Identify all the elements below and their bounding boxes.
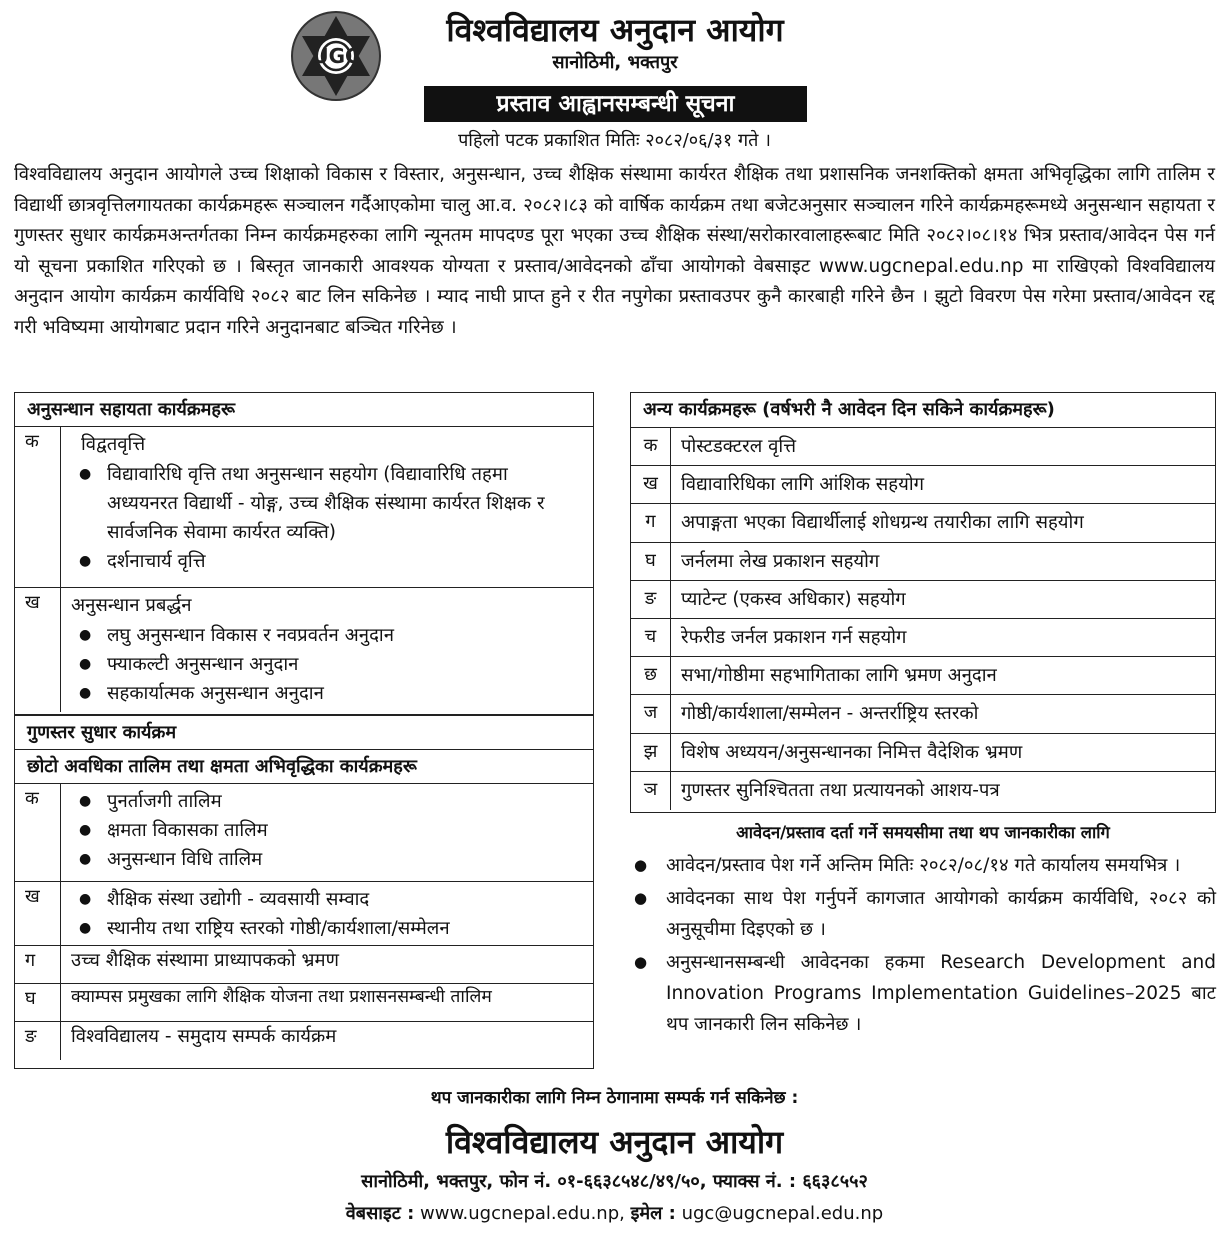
list-item: ● दर्शनाचार्य वृत्ति (79, 551, 206, 572)
row-text: विद्यावारिधिका लागि आंशिक सहयोग (681, 474, 925, 496)
list-item: ● पुनर्ताजगी तालिम (79, 791, 222, 812)
list-item: ● अनुसन्धानसम्बन्धी आवेदनका हकमा Research Development and Innovation Programs Implementation Guidelines–2025 बाट थप जानकारी लिन सकिनेछ । (634, 952, 1216, 1035)
table-row (631, 619, 1215, 657)
quality-row-text: क्याम्पस प्रमुखका लागि शैक्षिक योजना तथा प्रशासनसम्बन्धी तालिम (71, 987, 492, 1007)
footer-contact (14, 1203, 1215, 1226)
quality-subheading: छोटो अवधिका तालिम तथा क्षमता अभिवृद्धिका कार्यक्रमहरू (15, 750, 593, 784)
org-title: विश्वविद्यालय अनुदान आयोग (446, 11, 784, 49)
website-label: वेबसाइट : (345, 1203, 415, 1224)
row-text: प्याटेन्ट (एकस्व अधिकार) सहयोग (681, 588, 906, 610)
row-text: गुणस्तर सुनिश्चितता तथा प्रत्यायनको आशय-पत्र (681, 780, 1000, 802)
deadline-list (630, 850, 1216, 1042)
row-text: सभा/गोष्ठीमा सहभागिताका लागि भ्रमण अनुदान (681, 665, 997, 687)
ugc-emblem-icon (290, 10, 382, 102)
quality-heading: गुणस्तर सुधार कार्यक्रम (15, 716, 593, 750)
quality-row (15, 984, 593, 1022)
table-row (631, 695, 1215, 733)
row-key: ज (631, 695, 671, 732)
list-item: ● स्थानीय तथा राष्ट्रिय स्तरको गोष्ठी/कार्यशाला/सम्मेलन (79, 918, 450, 939)
quality-row-text: विश्वविद्यालय - समुदाय सम्पर्क कार्यक्रम (71, 1026, 337, 1047)
quality-row (15, 946, 593, 984)
row-key: झ (631, 734, 671, 771)
research-row (15, 588, 593, 712)
table-row (631, 543, 1215, 581)
email-label: इमेल : (630, 1203, 676, 1224)
row-key: ग (15, 946, 61, 983)
row-key: छ (631, 657, 671, 694)
row-key: ङ (15, 1022, 61, 1060)
row-text: जर्नलमा लेख प्रकाशन सहयोग (681, 550, 880, 572)
quality-programs-box (14, 715, 594, 1069)
published-date: पहिलो पटक प्रकाशित मितिः २०८२/०६/३१ गते । (458, 130, 771, 151)
list-item: ● अनुसन्धान विधि तालिम (79, 849, 263, 870)
row-key: ख (15, 882, 61, 945)
table-row (631, 466, 1215, 504)
logo-letters: UGC (312, 44, 360, 68)
quality-row (15, 1022, 593, 1060)
research-programs-box (14, 392, 594, 715)
row-key: ख (631, 466, 671, 503)
research-row-title: अनुसन्धान प्रबर्द्धन (71, 595, 192, 616)
notice-title: प्रस्ताव आह्वानसम्बन्धी सूचना (424, 86, 807, 122)
email-link[interactable]: ugc@ugcnepal.edu.np (681, 1203, 884, 1224)
row-key: ख (15, 588, 61, 712)
row-text: अपाङ्गता भएका विद्यार्थीलाई शोधग्रन्थ तयारीका लागि सहयोग (681, 512, 1084, 534)
contact-line: थप जानकारीका लागि निम्न ठेगानामा सम्पर्क गर्न सकिनेछ : (430, 1088, 799, 1108)
row-text: पोस्टडक्टरल वृत्ति (681, 436, 796, 458)
table-row (631, 657, 1215, 695)
table-row (631, 772, 1215, 810)
quality-row (15, 882, 593, 946)
list-item: ● आवेदन/प्रस्ताव पेश गर्ने अन्तिम मितिः २०८२/०८/१४ गते कार्यालय समयभित्र । (634, 855, 1181, 876)
table-row (631, 734, 1215, 772)
row-key: क (631, 428, 671, 465)
list-item: ● विद्यावारिधि वृत्ति तथा अनुसन्धान सहयोग (विद्यावारिधि तहमा अध्ययनरत विद्यार्थी - योङ्ग, उच्च शैक्षिक संस्थामा कार्यरत शिक्षक र सार्वजनिक सेवामा कार्यरत व्यक्ति) (79, 464, 545, 543)
other-heading: अन्य कार्यक्रमहरू (वर्षभरी नै आवेदन दिन सकिने कार्यक्रमहरू) (631, 393, 1215, 428)
list-item: ● फ्याकल्टी अनुसन्धान अनुदान (79, 654, 299, 675)
other-programs-box (630, 392, 1216, 813)
row-key: घ (15, 984, 61, 1021)
row-key: च (631, 619, 671, 656)
org-address: सानोठिमी, भक्तपुर (552, 52, 678, 73)
table-row (631, 504, 1215, 542)
deadline-heading: आवेदन/प्रस्ताव दर्ता गर्ने समयसीमा तथा थप जानकारीका लागि (736, 823, 1110, 842)
intro-paragraph: विश्वविद्यालय अनुदान आयोगले उच्च शिक्षाको विकास र विस्तार, अनुसन्धान, उच्च शैक्षिक संस्थामा कार्यरत शैक्षिक तथा प्रशासनिक जनशक्तिको क्षमता अभिवृद्धिका लागि तालिम र विद्यार्थी छात्रवृत्तिलगायतका कार्यक्रमहरू सञ्चालन गर्दैआएकोमा चालु आ.व. २०८२।८३ को वार्षिक कार्यक्रम तथा बजेटअनुसार सञ्चालन गरिने कार्यक्रमहरूमध्ये अनुसन्धान सहायता र गुणस्तर सुधार कार्यक्रमअन्तर्गतका निम्न कार्यक्रमहरुका लागि न्यूनतम मापदण्ड पूरा भएका उच्च शैक्षिक संस्था/सरोकारवालाहरूबाट मिति २०८२।०८।१४ भित्र प्रस्ताव/आवेदन पेस गर्न यो सूचना प्रकाशित गरिएको छ । बिस्तृत जानकारी आवश्यक योग्यता र प्रस्ताव/आवेदनको ढाँचा आयोगको वेबसाइट www.ugcnepal.edu.np मा राखिएको विश्वविद्यालय अनुदान आयोग कार्यक्रम कार्यविधि २०८२ बाट लिन सकिनेछ । म्याद नाघी प्राप्त हुने र रीत नपुगेका प्रस्तावउपर कुनै कारबाही गरिने छैन । झुटो विवरण पेस गरेमा प्रस्ताव/आवेदन रद्द गरी भविष्यमा आयोगबाट प्रदान गरिने अनुदानबाट बञ्चित गरिनेछ । (14, 164, 1215, 338)
website-link[interactable]: www.ugcnepal.edu.np, (420, 1203, 625, 1224)
quality-row-text: उच्च शैक्षिक संस्थामा प्राध्यापकको भ्रमण (71, 950, 339, 971)
footer-org-name: विश्वविद्यालय अनुदान आयोग (445, 1123, 784, 1161)
list-item: ● क्षमता विकासका तालिम (79, 820, 268, 841)
row-key: क (15, 427, 61, 587)
row-key: घ (631, 543, 671, 580)
research-row-title: विद्वतवृत्ति (81, 434, 146, 455)
research-heading: अनुसन्धान सहायता कार्यक्रमहरू (15, 393, 593, 427)
row-key: ञ (631, 772, 671, 810)
list-item: ● शैक्षिक संस्था उद्योगी - व्यवसायी सम्वाद (79, 889, 370, 910)
table-row (631, 428, 1215, 466)
row-key: ङ (631, 581, 671, 618)
table-row (631, 581, 1215, 619)
row-text: विशेष अध्ययन/अनुसन्धानका निमित्त वैदेशिक भ्रमण (681, 741, 1023, 763)
list-item: ● सहकार्यात्मक अनुसन्धान अनुदान (79, 683, 324, 704)
row-text: गोष्ठी/कार्यशाला/सम्मेलन - अन्तर्राष्ट्रिय स्तरको (681, 703, 979, 725)
row-key: क (15, 784, 61, 881)
list-item: ● आवेदनका साथ पेश गर्नुपर्ने कागजात आयोगको कार्यक्रम कार्यविधि, २०८२ को अनुसूचीमा दिइएको छ । (634, 888, 1216, 940)
research-row (15, 427, 593, 588)
list-item: ● लघु अनुसन्धान विकास र नवप्रवर्तन अनुदान (79, 625, 394, 646)
row-text: रेफरीड जर्नल प्रकाशन गर्न सहयोग (681, 626, 907, 648)
quality-row (15, 784, 593, 882)
footer-address: सानोठिमी, भक्तपुर, फोन नं. ०१-६६३८५४८/४९/५०, फ्याक्स नं. : ६६३८५५२ (361, 1171, 868, 1192)
row-key: ग (631, 504, 671, 541)
